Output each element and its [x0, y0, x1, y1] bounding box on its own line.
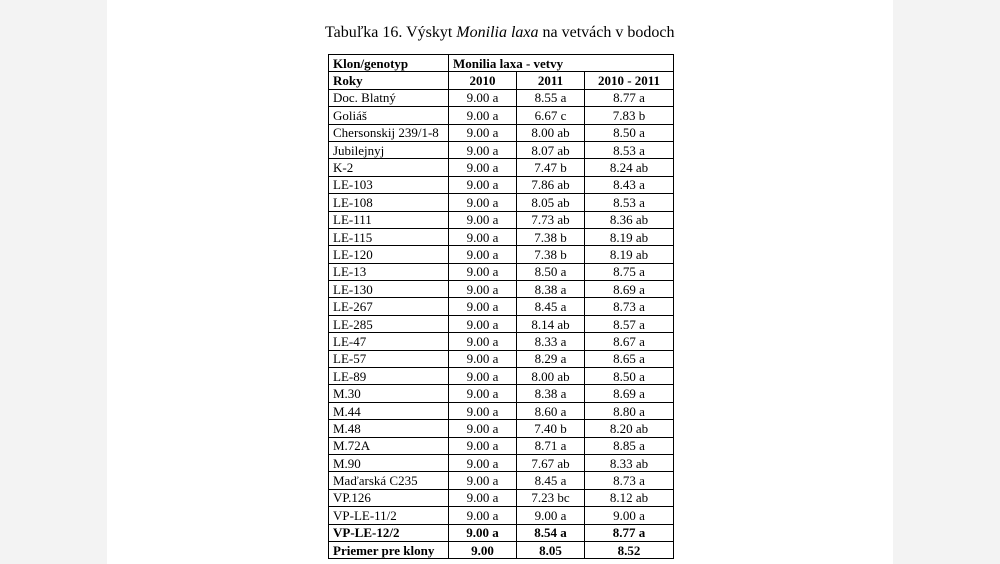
row-name: LE-103: [329, 176, 449, 193]
table-row: [329, 194, 674, 211]
value-2011: 8.14 ab: [517, 315, 585, 332]
year-2010: 2010: [449, 72, 517, 89]
value-2011: 8.50 a: [517, 263, 585, 280]
table-row: [329, 298, 674, 315]
value-2010: 9.00 a: [449, 159, 517, 176]
value-2010: 9.00 a: [449, 141, 517, 158]
table-caption: [325, 24, 674, 42]
value-2010: 9.00 a: [449, 124, 517, 141]
value-2010-2011: 8.73 a: [585, 298, 674, 315]
value-2010: 9.00 a: [449, 246, 517, 263]
table-row: [329, 385, 674, 402]
value-2011: 8.38 a: [517, 281, 585, 298]
value-2010-2011: 8.19 ab: [585, 246, 674, 263]
table-row: [329, 159, 674, 176]
row-name: K-2: [329, 159, 449, 176]
value-2011: 8.45 a: [517, 472, 585, 489]
value-2011: 6.67 c: [517, 107, 585, 124]
value-2010: 9.00 a: [449, 298, 517, 315]
table-row: [329, 437, 674, 454]
value-2011: 8.07 ab: [517, 141, 585, 158]
row-name: Jubilejnyj: [329, 141, 449, 158]
value-2010: 9.00 a: [449, 402, 517, 419]
value-2010: 9.00 a: [449, 420, 517, 437]
value-2011: 8.29 a: [517, 350, 585, 367]
row-name: VP-LE-11/2: [329, 507, 449, 524]
table-row: [329, 89, 674, 106]
value-2010: 9.00: [449, 541, 517, 558]
value-2010: 9.00 a: [449, 524, 517, 541]
table-row: [329, 141, 674, 158]
value-2011: 8.33 a: [517, 333, 585, 350]
value-2010-2011: 9.00 a: [585, 507, 674, 524]
value-2010: 9.00 a: [449, 176, 517, 193]
header-clone-genotype: Klon/genotyp: [329, 55, 449, 72]
row-name: LE-285: [329, 315, 449, 332]
value-2010-2011: 8.75 a: [585, 263, 674, 280]
value-2011: 8.05: [517, 541, 585, 558]
value-2010: 9.00 a: [449, 211, 517, 228]
value-2010: 9.00 a: [449, 89, 517, 106]
value-2010: 9.00 a: [449, 228, 517, 245]
value-2011: 8.05 ab: [517, 194, 585, 211]
value-2010-2011: 8.53 a: [585, 141, 674, 158]
value-2010: 9.00 a: [449, 333, 517, 350]
year-2011: 2011: [517, 72, 585, 89]
value-2010: 9.00 a: [449, 489, 517, 506]
value-2011: 8.00 ab: [517, 368, 585, 385]
value-2010-2011: 8.12 ab: [585, 489, 674, 506]
table-row: [329, 315, 674, 332]
value-2010: 9.00 a: [449, 454, 517, 471]
caption-species: Monilia laxa: [456, 24, 539, 41]
row-name: LE-267: [329, 298, 449, 315]
value-2010-2011: 8.33 ab: [585, 454, 674, 471]
row-name: LE-89: [329, 368, 449, 385]
table-row: [329, 263, 674, 280]
table-row: [329, 454, 674, 471]
row-name: M.44: [329, 402, 449, 419]
value-2010: 9.00 a: [449, 507, 517, 524]
header-group: Monilia laxa - vetvy: [449, 55, 674, 72]
value-2011: 8.60 a: [517, 402, 585, 419]
row-name: M.72A: [329, 437, 449, 454]
value-2011: 8.54 a: [517, 524, 585, 541]
caption-suffix: na vetvách v bodoch: [538, 24, 675, 41]
value-2010: 9.00 a: [449, 437, 517, 454]
table-row: [329, 333, 674, 350]
row-name: VP.126: [329, 489, 449, 506]
value-2011: 7.47 b: [517, 159, 585, 176]
table-row: [329, 211, 674, 228]
row-name: VP-LE-12/2: [329, 524, 449, 541]
monilia-table: [328, 54, 674, 559]
table-row: [329, 107, 674, 124]
value-2010-2011: 8.52: [585, 541, 674, 558]
value-2010: 9.00 a: [449, 107, 517, 124]
value-2010: 9.00 a: [449, 350, 517, 367]
header-row: [329, 55, 674, 72]
value-2010-2011: 8.53 a: [585, 194, 674, 211]
table-row: [329, 489, 674, 506]
value-2010: 9.00 a: [449, 194, 517, 211]
table-row: [329, 124, 674, 141]
row-name: LE-47: [329, 333, 449, 350]
row-name: M.48: [329, 420, 449, 437]
value-2010-2011: 8.73 a: [585, 472, 674, 489]
value-2010-2011: 8.50 a: [585, 124, 674, 141]
row-name: Maďarská C235: [329, 472, 449, 489]
value-2010-2011: 8.57 a: [585, 315, 674, 332]
table-row: [329, 420, 674, 437]
table-row: [329, 281, 674, 298]
value-2011: 7.40 b: [517, 420, 585, 437]
row-name: Chersonskij 239/1-8: [329, 124, 449, 141]
value-2011: 8.71 a: [517, 437, 585, 454]
value-2010-2011: 8.20 ab: [585, 420, 674, 437]
row-name: LE-115: [329, 228, 449, 245]
value-2011: 8.45 a: [517, 298, 585, 315]
row-name: Doc. Blatný: [329, 89, 449, 106]
value-2010-2011: 8.65 a: [585, 350, 674, 367]
value-2010-2011: 8.43 a: [585, 176, 674, 193]
value-2011: 7.23 bc: [517, 489, 585, 506]
row-name: Goliáš: [329, 107, 449, 124]
value-2010-2011: 8.36 ab: [585, 211, 674, 228]
row-name: Priemer pre klony: [329, 541, 449, 558]
value-2011: 9.00 a: [517, 507, 585, 524]
row-name: M.30: [329, 385, 449, 402]
value-2010-2011: 8.77 a: [585, 89, 674, 106]
table-row: [329, 246, 674, 263]
row-name: LE-120: [329, 246, 449, 263]
value-2010-2011: 8.67 a: [585, 333, 674, 350]
table-row: [329, 228, 674, 245]
value-2010: 9.00 a: [449, 368, 517, 385]
row-name: LE-13: [329, 263, 449, 280]
value-2010-2011: 8.77 a: [585, 524, 674, 541]
value-2010-2011: 8.69 a: [585, 385, 674, 402]
value-2010: 9.00 a: [449, 472, 517, 489]
row-name: M.90: [329, 454, 449, 471]
table-row: [329, 472, 674, 489]
table-row: [329, 541, 674, 558]
years-label: Roky: [329, 72, 449, 89]
value-2010-2011: 8.80 a: [585, 402, 674, 419]
table-row: [329, 402, 674, 419]
value-2011: 7.86 ab: [517, 176, 585, 193]
value-2011: 8.55 a: [517, 89, 585, 106]
value-2010-2011: 8.50 a: [585, 368, 674, 385]
table-row: [329, 368, 674, 385]
caption-prefix: Tabuľka 16. Výskyt: [325, 24, 457, 41]
table-row: [329, 350, 674, 367]
value-2010: 9.00 a: [449, 263, 517, 280]
value-2010-2011: 8.24 ab: [585, 159, 674, 176]
years-row: [329, 72, 674, 89]
table-row: [329, 176, 674, 193]
value-2011: 8.00 ab: [517, 124, 585, 141]
value-2010: 9.00 a: [449, 281, 517, 298]
value-2010-2011: 8.69 a: [585, 281, 674, 298]
value-2010-2011: 8.85 a: [585, 437, 674, 454]
value-2011: 7.38 b: [517, 246, 585, 263]
value-2011: 8.38 a: [517, 385, 585, 402]
row-name: LE-111: [329, 211, 449, 228]
row-name: LE-108: [329, 194, 449, 211]
value-2010-2011: 8.19 ab: [585, 228, 674, 245]
row-name: LE-57: [329, 350, 449, 367]
document-page: [107, 0, 893, 564]
table-row: [329, 524, 674, 541]
value-2011: 7.73 ab: [517, 211, 585, 228]
value-2011: 7.67 ab: [517, 454, 585, 471]
value-2010-2011: 7.83 b: [585, 107, 674, 124]
table-row: [329, 507, 674, 524]
value-2011: 7.38 b: [517, 228, 585, 245]
value-2010: 9.00 a: [449, 315, 517, 332]
value-2010: 9.00 a: [449, 385, 517, 402]
row-name: LE-130: [329, 281, 449, 298]
year-2010-2011: 2010 - 2011: [585, 72, 674, 89]
